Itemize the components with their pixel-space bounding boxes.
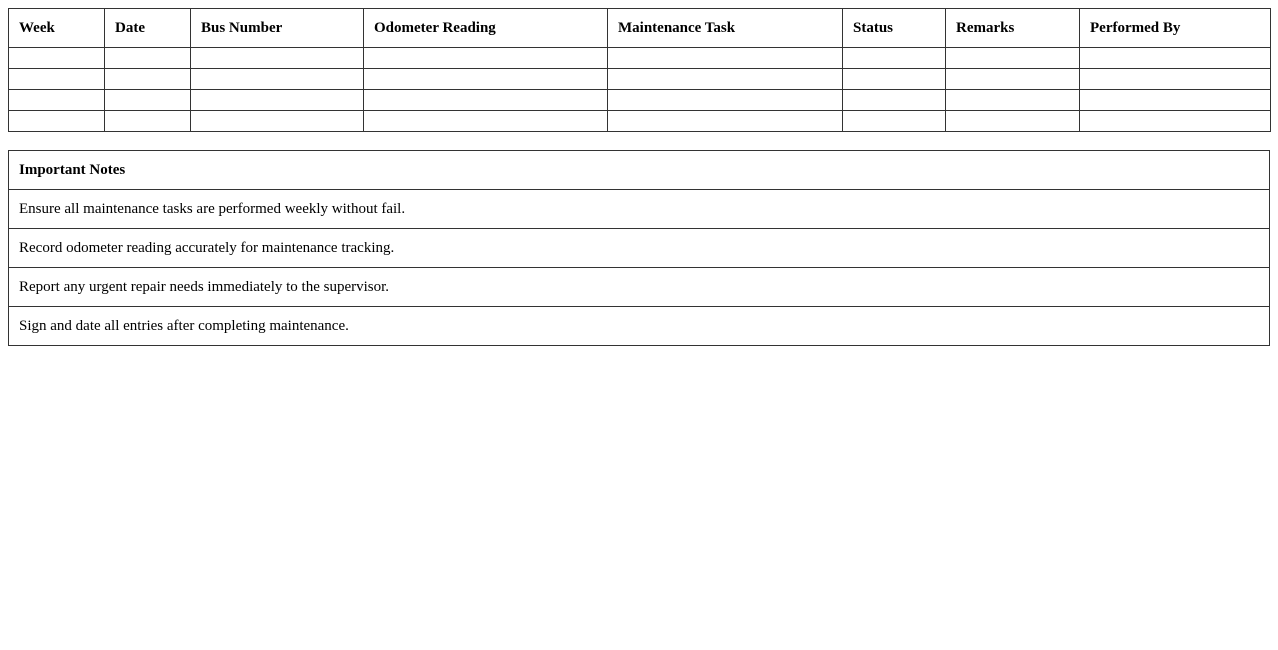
table-header-row <box>9 9 1271 48</box>
table-cell[interactable] <box>105 69 191 90</box>
table-cell[interactable] <box>364 111 608 132</box>
note-row <box>9 229 1270 268</box>
column-header-remarks: Remarks <box>946 9 1080 48</box>
notes-title: Important Notes <box>9 151 1270 190</box>
maintenance-log-table <box>8 8 1271 132</box>
table-cell[interactable] <box>364 69 608 90</box>
table-cell[interactable] <box>191 90 364 111</box>
table-cell[interactable] <box>105 90 191 111</box>
table-cell[interactable] <box>105 111 191 132</box>
table-cell[interactable] <box>191 48 364 69</box>
table-cell[interactable] <box>843 48 946 69</box>
table-cell[interactable] <box>608 48 843 69</box>
table-row <box>9 48 1271 69</box>
table-cell[interactable] <box>1080 90 1271 111</box>
column-header-status: Status <box>843 9 946 48</box>
table-cell[interactable] <box>9 69 105 90</box>
table-cell[interactable] <box>843 69 946 90</box>
table-cell[interactable] <box>608 111 843 132</box>
table-row <box>9 69 1271 90</box>
table-cell[interactable] <box>364 48 608 69</box>
column-header-performed-by: Performed By <box>1080 9 1271 48</box>
note-text: Report any urgent repair needs immediately to the supervisor. <box>9 268 1270 307</box>
column-header-week: Week <box>9 9 105 48</box>
table-cell[interactable] <box>1080 48 1271 69</box>
important-notes-table <box>8 150 1270 346</box>
table-cell[interactable] <box>364 90 608 111</box>
table-cell[interactable] <box>1080 111 1271 132</box>
table-cell[interactable] <box>105 48 191 69</box>
table-cell[interactable] <box>946 90 1080 111</box>
document-page <box>8 8 1270 346</box>
table-cell[interactable] <box>843 90 946 111</box>
table-cell[interactable] <box>946 111 1080 132</box>
table-row <box>9 90 1271 111</box>
table-cell[interactable] <box>9 111 105 132</box>
table-cell[interactable] <box>9 48 105 69</box>
table-row <box>9 111 1271 132</box>
note-row <box>9 268 1270 307</box>
table-cell[interactable] <box>9 90 105 111</box>
note-text: Sign and date all entries after completing maintenance. <box>9 307 1270 346</box>
note-text: Record odometer reading accurately for maintenance tracking. <box>9 229 1270 268</box>
table-cell[interactable] <box>608 69 843 90</box>
table-cell[interactable] <box>608 90 843 111</box>
column-header-bus-number: Bus Number <box>191 9 364 48</box>
table-cell[interactable] <box>843 111 946 132</box>
notes-header-row <box>9 151 1270 190</box>
table-cell[interactable] <box>191 69 364 90</box>
note-row <box>9 307 1270 346</box>
table-cell[interactable] <box>946 69 1080 90</box>
table-cell[interactable] <box>1080 69 1271 90</box>
column-header-odometer-reading: Odometer Reading <box>364 9 608 48</box>
table-cell[interactable] <box>946 48 1080 69</box>
column-header-date: Date <box>105 9 191 48</box>
note-row <box>9 190 1270 229</box>
column-header-maintenance-task: Maintenance Task <box>608 9 843 48</box>
note-text: Ensure all maintenance tasks are performed weekly without fail. <box>9 190 1270 229</box>
table-cell[interactable] <box>191 111 364 132</box>
